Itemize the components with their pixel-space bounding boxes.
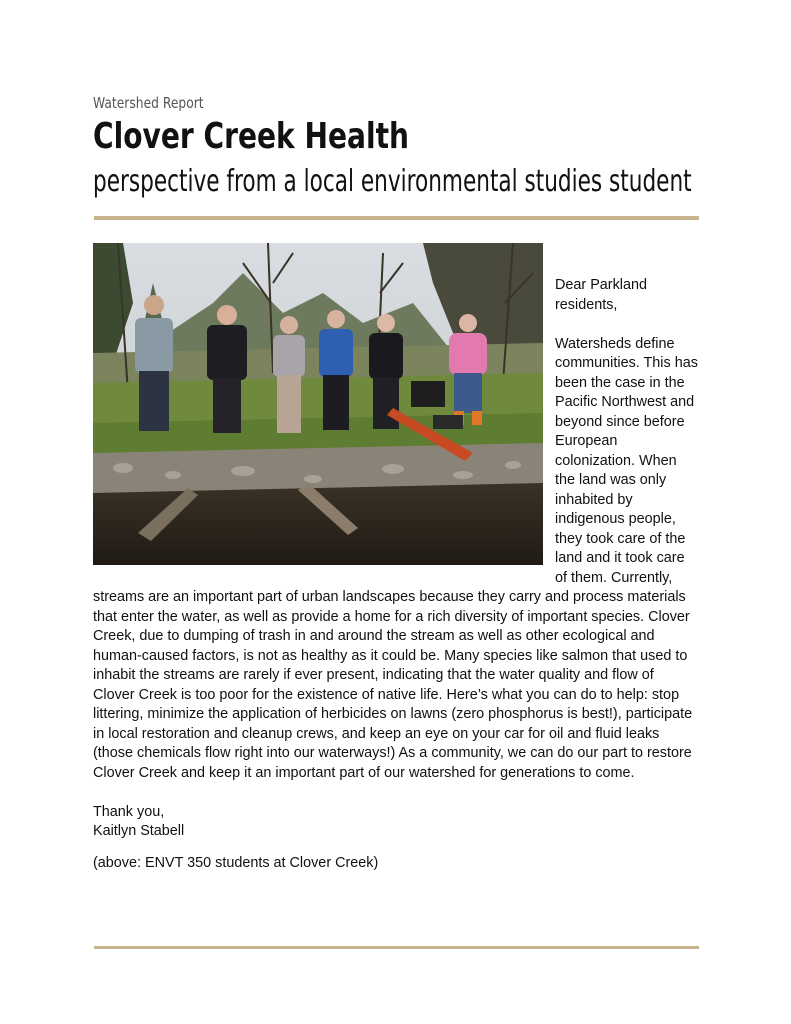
report-kicker: Watershed Report [93, 94, 204, 112]
header-divider [94, 216, 699, 220]
letter-signature: Kaitlyn Stabell [93, 823, 185, 839]
letter-greeting: Dear Parkland residents, [555, 277, 647, 313]
report-title: Clover Creek Health [93, 116, 410, 157]
creek-photo-illustration [93, 243, 543, 565]
report-subtitle: perspective from a local environmental studies student [93, 164, 692, 199]
letter-closing: Thank you, [93, 803, 165, 820]
students-photo [93, 243, 543, 565]
letter-body: Watersheds define communities. This has been the case in the Pacific Northwest and beyond since before European colonization. When the land was only inhabited by indigenous people, they took care of the land and it took care of them. Currently, streams are an important part of urban landscapes because they carry and process materials that enter the water, as well as provide a home for a rich diversity of important species. Clover Creek, due to dumping of trash in and around the stream as well as other ecological and human-caused factors, is not as healthy as it could be. Many species like salmon that used to inhabit the streams are rarely if ever present, indicating that the water quality and flow of Clover Creek is too poor for the existence of native life. Here’s what you can do to help: stop littering, minimize the application of herbicides on lawns (zero phosphorus is best!), participate in local restoration and cleanup crews, and keep an eye on your car for oil and fluid leaks (those chemicals flow right into our waterways!) As a community, we can do our part to restore Clover Creek and keep it an important part of our watershed for generations to come. [93, 335, 698, 781]
photo-caption: (above: ENVT 350 students at Clover Creek) [93, 854, 379, 871]
footer-divider [94, 946, 699, 949]
article [93, 243, 699, 873]
